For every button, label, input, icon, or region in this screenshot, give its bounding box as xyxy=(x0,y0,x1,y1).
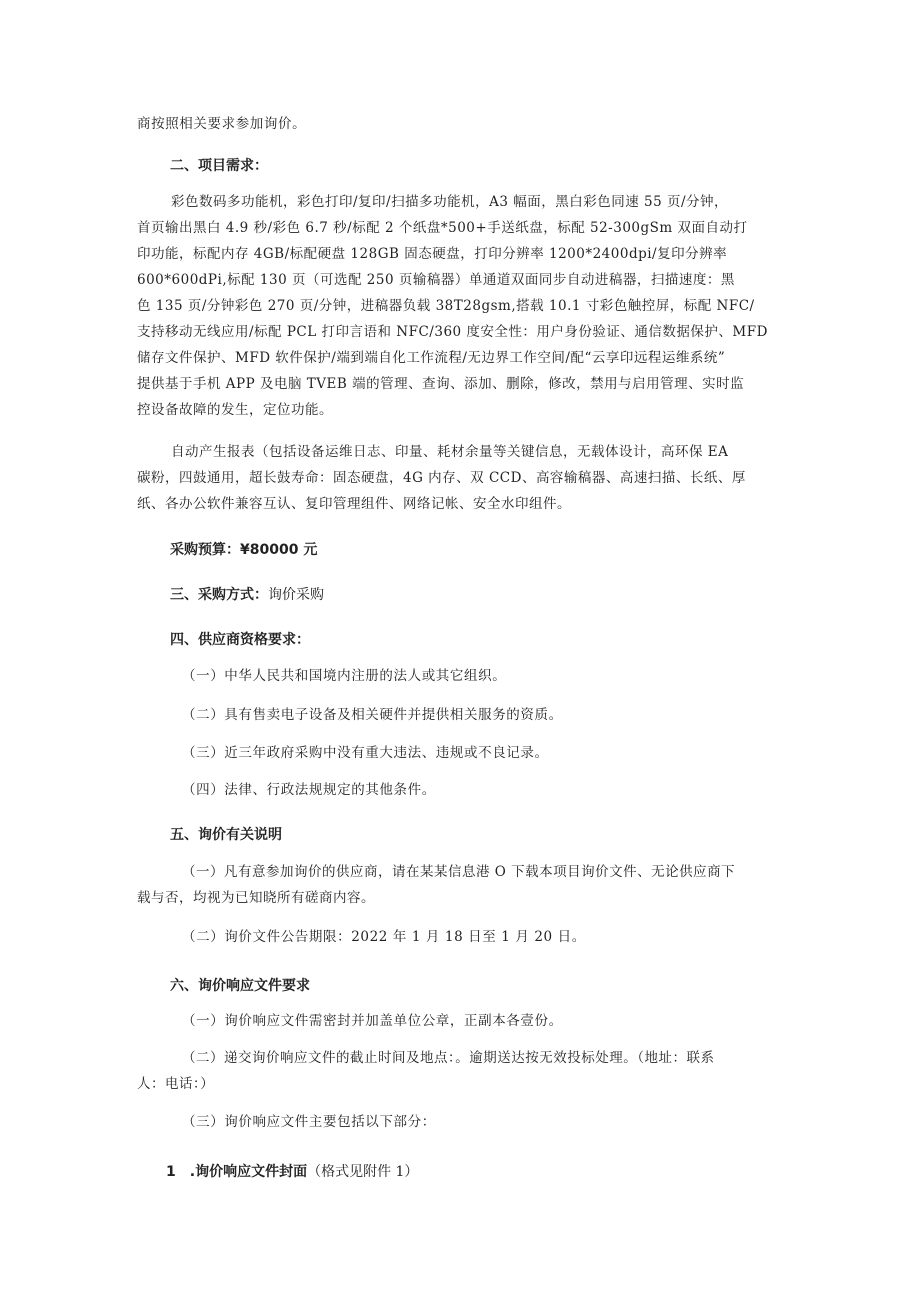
para1-line-1: 彩色数码多功能机，彩色打印/复印/扫描多功能机，A3 幅面，黑白彩色同速 55 页/分钟， xyxy=(171,194,729,210)
section6-heading-text: 六、询价响应文件要求 xyxy=(170,978,310,994)
section5-item1-line-1: （一）凡有意参加询价的供应商，请在某某信息港 O 下载本项目询价文件、无论供应商下 xyxy=(182,864,736,880)
para2-line-3: 纸、各办公软件兼容互认、复印管理组件、网络记帐、安全水印组件。 xyxy=(137,496,571,512)
para1-line-3: 印功能，标配内存 4GB/标配硬盘 128GB 固态硬盘，打印分辨率 1200*2400dpi/复印分辨率 xyxy=(137,246,728,262)
subsection-suffix: （格式见附件 1） xyxy=(307,1164,419,1180)
section4-heading xyxy=(170,629,310,651)
budget-line xyxy=(170,539,317,561)
section6-item-3: （三）询价响应文件主要包括以下部分： xyxy=(182,1114,436,1130)
section3-heading-text: 三、采购方式： xyxy=(170,587,268,603)
section3-value: 询价采购 xyxy=(268,587,324,603)
para1-line-2: 首页输出黑白 4.9 秒/彩色 6.7 秒/标配 2 个纸盘*500+手送纸盘，标配 52-300gSm 双面自动打 xyxy=(137,220,748,236)
para1-line-6: 支持移动无线应用/标配 PCL 打印言语和 NFC/360 度安全性：用户身份验证、通信数据保护、MFD xyxy=(137,324,768,340)
section5-item-1 xyxy=(137,859,782,911)
para1-line-7: 储存文件保护、MFD 软件保护/端到端自化工作流程/无边界工作空间/配“云享印远程运维系统” xyxy=(137,350,726,366)
para2-line-2: 碳粉，四鼓通用，超长鼓寿命：固态硬盘，4G 内存、双 CCD、高容输稿器、高速扫描、长纸、厚 xyxy=(137,470,746,486)
subsection-number: 1 xyxy=(166,1164,176,1180)
section6-subsection-1 xyxy=(166,1161,418,1183)
section5-heading xyxy=(170,824,282,846)
section2-heading xyxy=(170,155,268,177)
section4-item-3: （三）近三年政府采购中没有重大违法、违规或不良记录。 xyxy=(182,745,549,761)
section5-heading-text: 五、询价有关说明 xyxy=(170,827,282,843)
section4-item-2: （二）具有售卖电子设备及相关硬件并提供相关服务的资质。 xyxy=(182,707,563,723)
section5-item1-line-2: 载与否，均视为已知晓所有磋商内容。 xyxy=(137,890,375,906)
para1-line-5: 色 135 页/分钟彩色 270 页/分钟，进稿器负载 38T28gsm,搭载 10.1 寸彩色触控屏，标配 NFC/ xyxy=(137,298,755,314)
budget-value: ¥80000 元 xyxy=(240,542,318,558)
budget-label: 采购预算： xyxy=(170,542,240,558)
subsection-title: .询价响应文件封面 xyxy=(189,1164,308,1180)
section2-paragraph-2 xyxy=(137,439,785,517)
section6-item2-line-2: 人：电话：） xyxy=(137,1076,215,1092)
section4-item-4: （四）法律、行政法规规定的其他条件。 xyxy=(182,782,436,798)
section2-heading-text: 二、项目需求： xyxy=(170,158,268,174)
section4-item-1: （一）中华人民共和国境内注册的法人或其它组织。 xyxy=(182,668,507,684)
section6-item-2 xyxy=(137,1045,782,1097)
para1-line-8: 提供基于手机 APP 及电脑 TVEB 端的管理、查询、添加、删除，修改，禁用与启用管理、实时监 xyxy=(137,376,745,392)
section5-item-2: （二）询价文件公告期限：2022 年 1 月 18 日至 1 月 20 日。 xyxy=(182,929,586,945)
section6-item2-line-1: （二）递交询价响应文件的截止时间及地点：。逾期送达按无效投标处理。（地址：联系 xyxy=(182,1050,715,1066)
para1-line-4: 600*600dPi,标配 130 页（可选配 250 页输稿器）单通道双面同步自动进稿器，扫描速度：黑 xyxy=(137,272,735,288)
section4-heading-text: 四、供应商资格要求： xyxy=(170,632,310,648)
section6-item-1: （一）询价响应文件需密封并加盖单位公章，正副本各壹份。 xyxy=(182,1013,563,1029)
section2-paragraph-1 xyxy=(137,189,785,423)
para1-line-9: 控设备故障的发生，定位功能。 xyxy=(137,402,333,418)
section3-heading xyxy=(170,584,324,606)
intro-tail-text: 商按照相关要求参加询价。 xyxy=(137,116,307,132)
para2-line-1: 自动产生报表（包括设备运维日志、印量、耗材余量等关键信息，无载体设计，高环保 EA xyxy=(171,444,729,460)
section6-heading xyxy=(170,975,310,997)
